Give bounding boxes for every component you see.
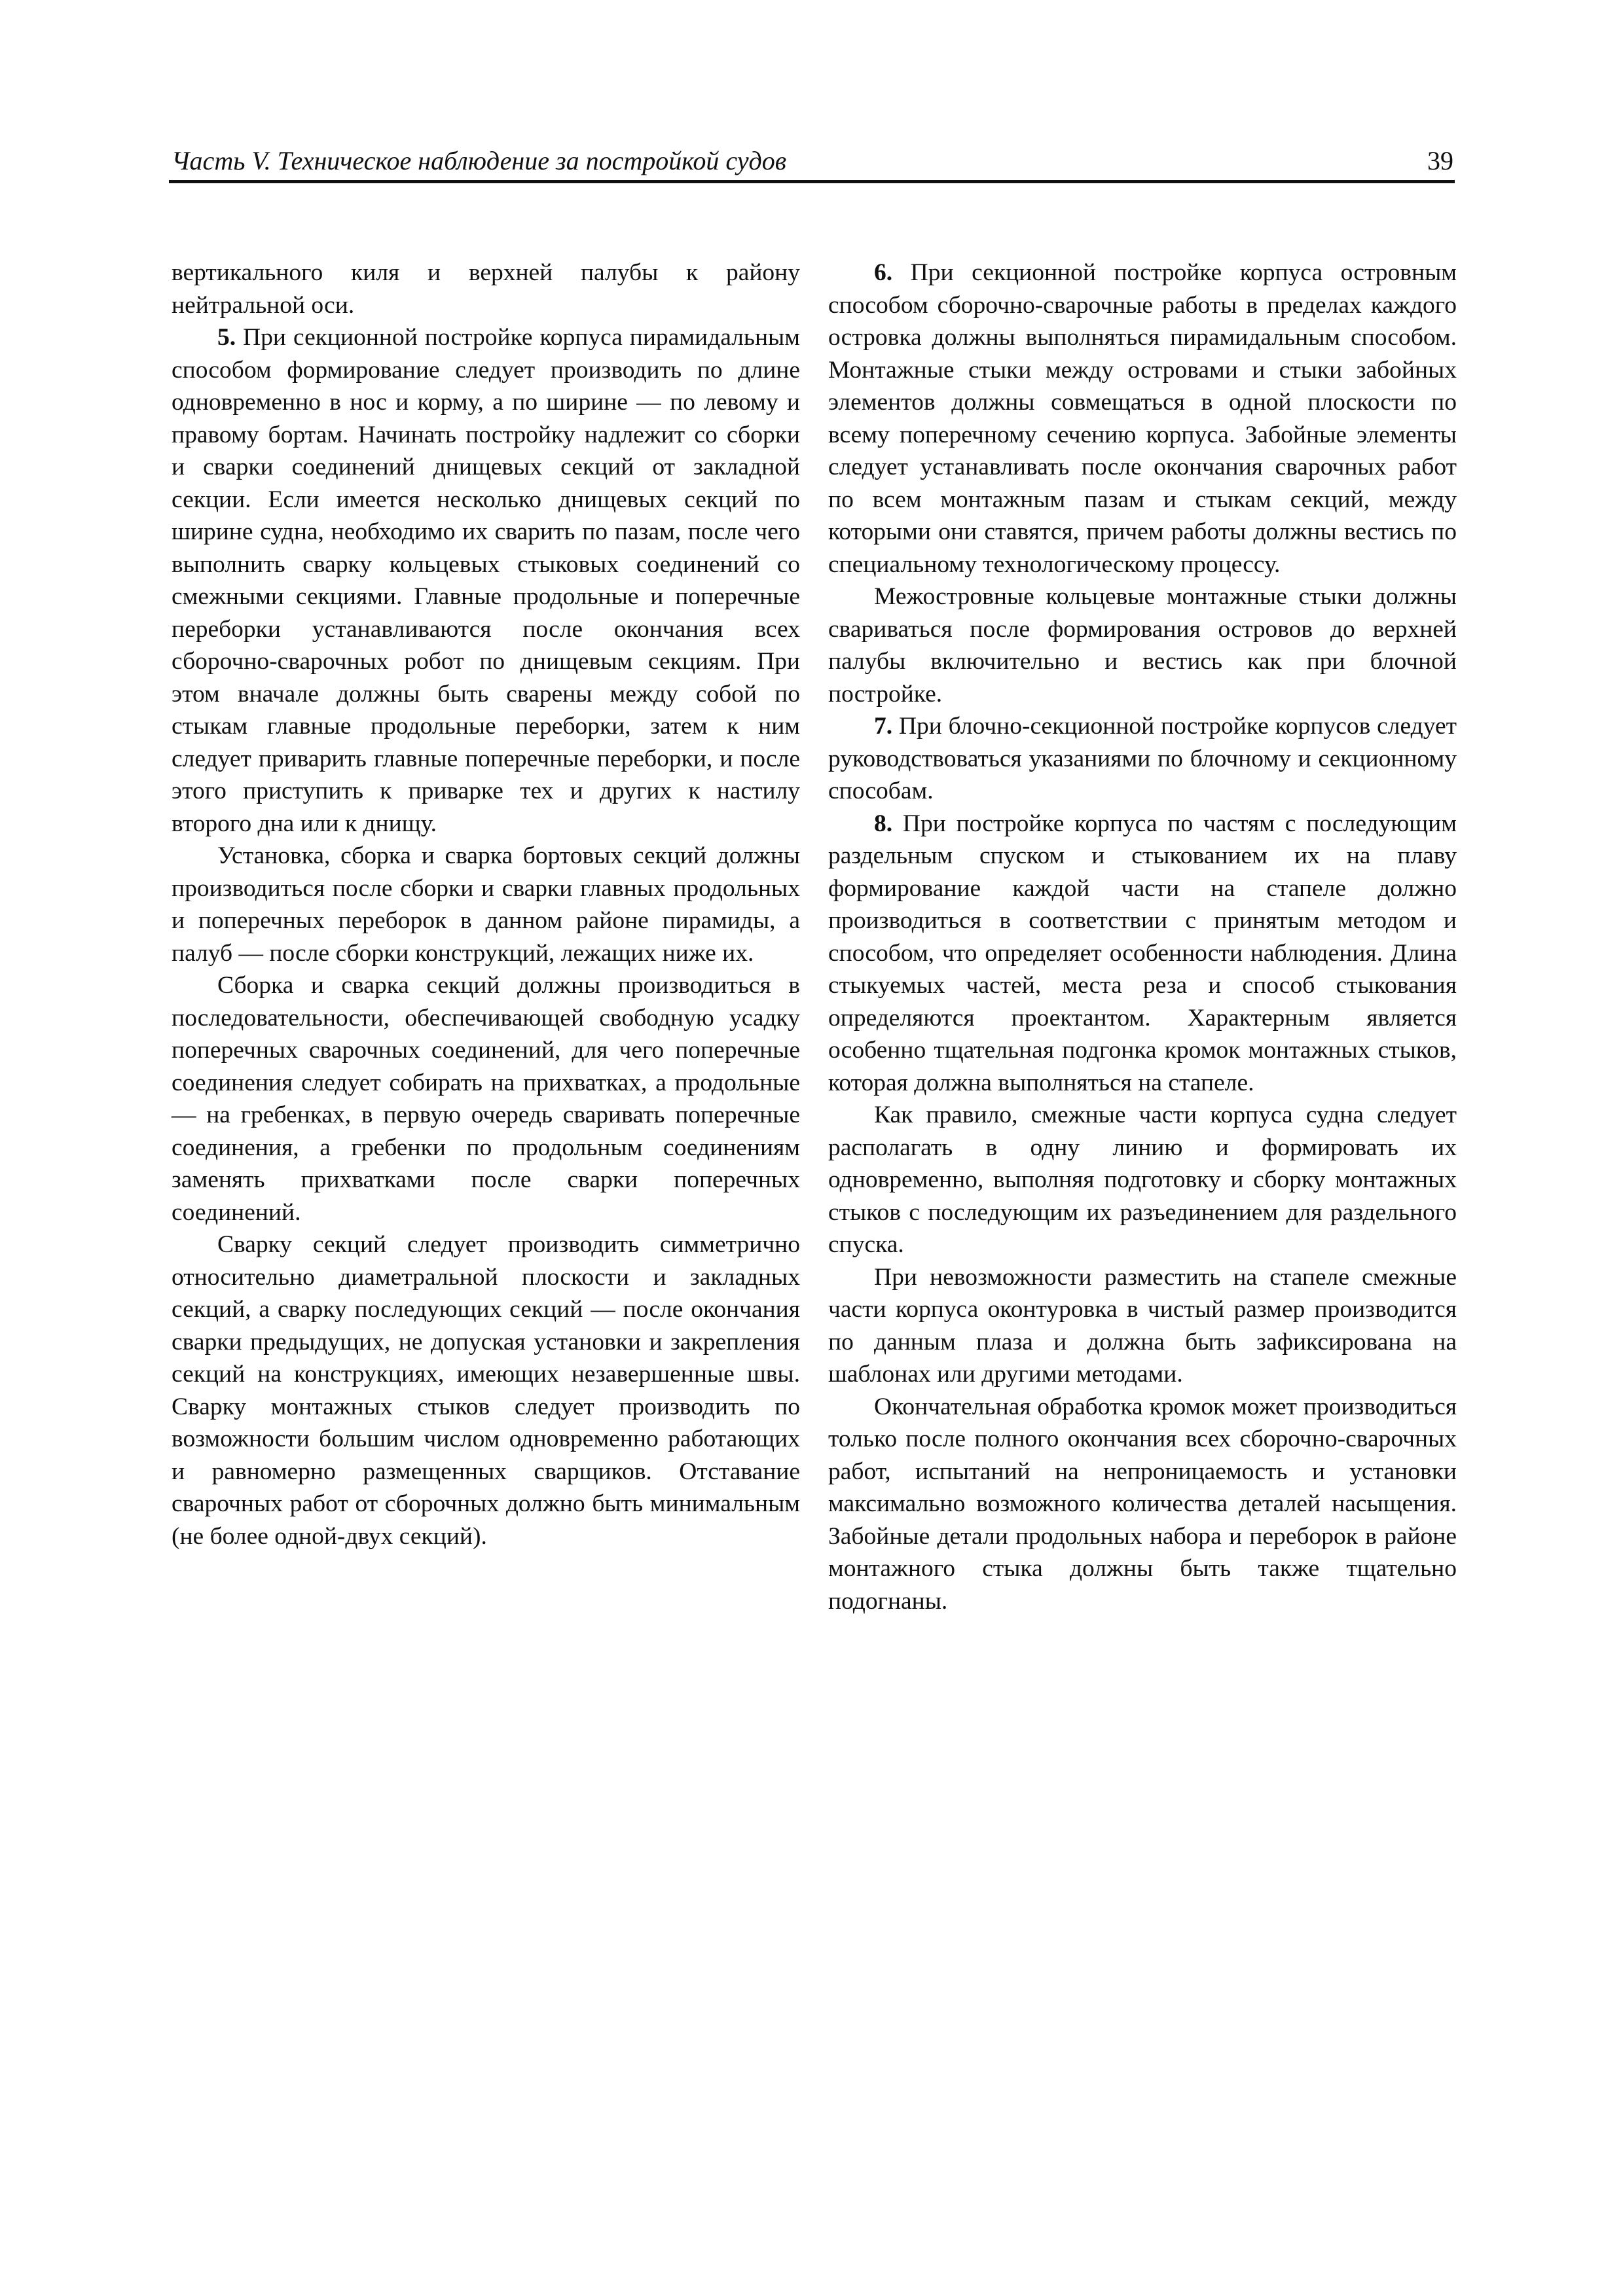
left-column — [172, 257, 800, 1552]
paragraph-6 — [828, 257, 1457, 581]
page-number: 39 — [1427, 146, 1453, 175]
paragraph-number: 8. — [874, 810, 893, 837]
paragraph: Сварку секций следует производить симметрично относительно диаметральной плоскости и закладных секций, а сварку последующих секций — после окончания сварки предыдущих, не допуская установки и закрепления секций на конструкциях, имеющих незавершенные швы. Сварку монтажных стыков следует производить по возможности большим числом одновременно работающих и равномерно размещенных сварщиков. Отставание сварочных работ от сборочных должно быть минимальным (не более одной-двух секций). — [172, 1231, 800, 1550]
paragraph-number: 5. — [217, 324, 236, 351]
header-title: Часть V. Техническое наблюдение за постройкой судов — [172, 146, 787, 175]
paragraph-8 — [828, 808, 1457, 1100]
paragraph-number: 7. — [874, 713, 893, 740]
paragraph-text: При секционной постройке корпуса пирамидальным способом формирование следует производить по длине одновременно в нос и корму, а по ширине — по левому и правому бортам. Начинать постройку надлежит со сборки и сварки соединений днищевых секций от закладной секции. Если имеется несколько днищевых секций по ширине судна, необходимо их сварить по пазам, после чего выполнить сварку кольцевых стыковых соединений со смежными секциями. Главные продольные и поперечные переборки устанавливаются после окончания всех сборочно-сварочных робот по днищевым секциям. При этом вначале должны быть сварены между собой по стыкам главные продольные переборки, затем к ним следует приварить главные поперечные переборки, и после этого приступить к приварке тех и других к настилу второго дна или к днищу. — [172, 324, 800, 837]
running-header — [169, 139, 1455, 183]
paragraph: Окончательная обработка кромок может производиться только после полного окончания всех сборочно-сварочных работ, испытаний на непроницаемость и установки максимально возможного количества деталей насыщения. Забойные детали продольных набора и переборок в районе монтажного стыка должны быть также тщательно подогнаны. — [828, 1393, 1457, 1615]
paragraph-5 — [172, 321, 800, 840]
paragraph-text: При постройке корпуса по частям с последующим раздельным спуском и стыкованием их на плаву формирование каждой части на стапеле должно производиться в соответствии с принятым методом и способом, что определяет особенности наблюдения. Длина стыкуемых частей, места реза и способ стыкования определяются проектантом. Характерным является особенно тщательная подгонка кромок монтажных стыков, которая должна выполняться на стапеле. — [828, 810, 1457, 1096]
paragraph: При невозможности разместить на стапеле смежные части корпуса оконтуровка в чистый размер производится по данным плаза и должна быть зафиксирована на шаблонах или другими методами. — [828, 1263, 1457, 1388]
right-column — [828, 257, 1457, 1617]
paragraph: Сборка и сварка секций должны производиться в последовательности, обеспечивающей свободную усадку поперечных сварочных соединений, для чего поперечные соединения следует собирать на прихватках, а продольные — на гребенках, в первую очередь сваривать поперечные соединения, а гребенки по продольным соединениям заменять прихватками после сварки поперечных соединений. — [172, 972, 800, 1226]
paragraph-number: 6. — [874, 259, 893, 286]
paragraph-text: При секционной постройке корпуса островным способом сборочно-сварочные работы в пределах каждого островка должны выполняться пирамидальным способом. Монтажные стыки между островами и стыки забойных элементов должны совмещаться в одной плоскости по всему поперечному сечению корпуса. Забойные элементы следует устанавливать после окончания сварочных работ по всем монтажным пазам и стыкам секций, между которыми они ставятся, причем работы должны вестись по специальному технологическому процессу. — [828, 259, 1457, 578]
paragraph-continuation: вертикального киля и верхней палубы к району нейтральной оси. — [172, 259, 800, 319]
paragraph: Межостровные кольцевые монтажные стыки должны свариваться после формирования островов до верхней палубы включительно и вестись как при блочной постройке. — [828, 583, 1457, 708]
paragraph-7 — [828, 710, 1457, 808]
paragraph: Установка, сборка и сварка бортовых секций должны производиться после сборки и сварки главных продольных и поперечных переборок в данном районе пирамиды, а палуб — после сборки конструкций, лежащих ниже их. — [172, 842, 800, 967]
paragraph-text: При блочно-секционной постройке корпусов следует руководствоваться указаниями по блочному и секционному способам. — [828, 713, 1457, 804]
paragraph: Как правило, смежные части корпуса судна следует располагать в одну линию и формировать их одновременно, выполняя подготовку и сборку монтажных стыков с последующим их разъединением для раздельного спуска. — [828, 1102, 1457, 1258]
